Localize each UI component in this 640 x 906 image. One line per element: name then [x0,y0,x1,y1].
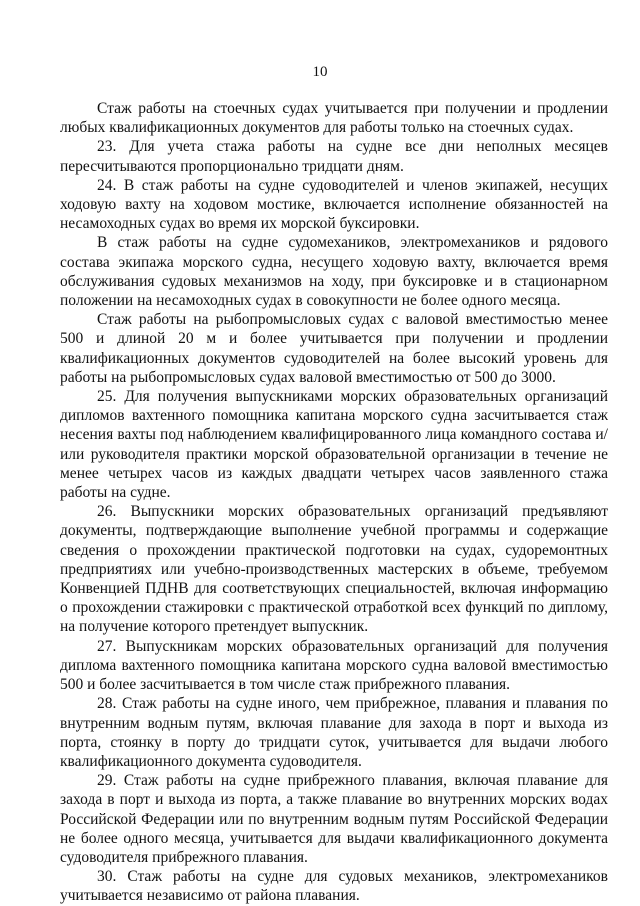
document-body [60,99,608,906]
paragraph: 30. Стаж работы на судне для судовых механиков, электромехаников учитывается независимо от района плавания. [60,868,608,905]
paragraph: Стаж работы на рыбопромысловых судах с валовой вместимостью менее 500 и длиной 20 м и более учитывается при получении и продлении квалификационных документов судоводителей на более высокий уровень для работы на рыбопромысловых судах валовой вместимостью от 500 до 3000. [60,311,608,386]
paragraph: 25. Для получения выпускниками морских образовательных организаций дипломов вахтенного помощника капитана морского судна засчитывается стаж несения вахты под наблюдением квалифицированного лица командного состава и/или руководителя практики морской образовательной организации в течение не менее четырех часов из каждых двадцати четырех часов заявленного стажа работы на судне. [60,388,608,502]
paragraph: Стаж работы на стоечных судах учитывается при получении и продлении любых квалификационных документов для работы только на стоечных судах. [60,100,608,137]
paragraph: 27. Выпускникам морских образовательных организаций для получения диплома вахтенного помощника капитана морского судна валовой вместимостью 500 и более засчитывается в том числе стаж прибрежного плавания. [60,637,608,694]
paragraph: В стаж работы на судне судомехаников, электромехаников и рядового состава экипажа морского судна, несущего ходовую вахту, включается время обслуживания судовых механизмов на ходу, при буксировке и в стационарном положении на несамоходных судах в совокупности не более одного месяца. [60,234,608,310]
paragraph: 26. Выпускники морских образовательных организаций предъявляют документы, подтверждающие выполнение учебной программы и содержащие сведения о прохождении практической подготовки на судах, судоремонтных предприятиях или учебно-производственных мастерских в объеме, требуемом Конвенцией ПДНВ для соответствующих специальностей, включая информацию о прохождении стажировки с практической отработкой всех функций по диплому, на получение которого претендует выпускник. [60,503,608,636]
paragraph: 24. В стаж работы на судне судоводителей и членов экипажей, несущих ходовую вахту на ходовом мостике, включается исполнение обязанностей на несамоходных судах во время их морской буксировки. [60,176,608,233]
page-number: 10 [312,64,328,80]
paragraph: 23. Для учета стажа работы на судне все дни неполных месяцев пересчитываются пропорционально тридцати дням. [60,138,608,175]
paragraph: 28. Стаж работы на судне иного, чем прибрежное, плавания и плавания по внутренним водным путям, включая плавание для захода в порт и выхода из порта, стоянку в порту до тридцати суток, учитывается для выдачи любого квалификационного документа судоводителя. [60,695,608,770]
paragraph: 29. Стаж работы на судне прибрежного плавания, включая плавание для захода в порт и выхода из порта, а также плавание во внутренних морских водах Российской Федерации или по внутренним водным путям Российской Федерации не более одного месяца, учитывается для выдачи квалификационного документа судоводителя прибрежного плавания. [60,772,608,866]
